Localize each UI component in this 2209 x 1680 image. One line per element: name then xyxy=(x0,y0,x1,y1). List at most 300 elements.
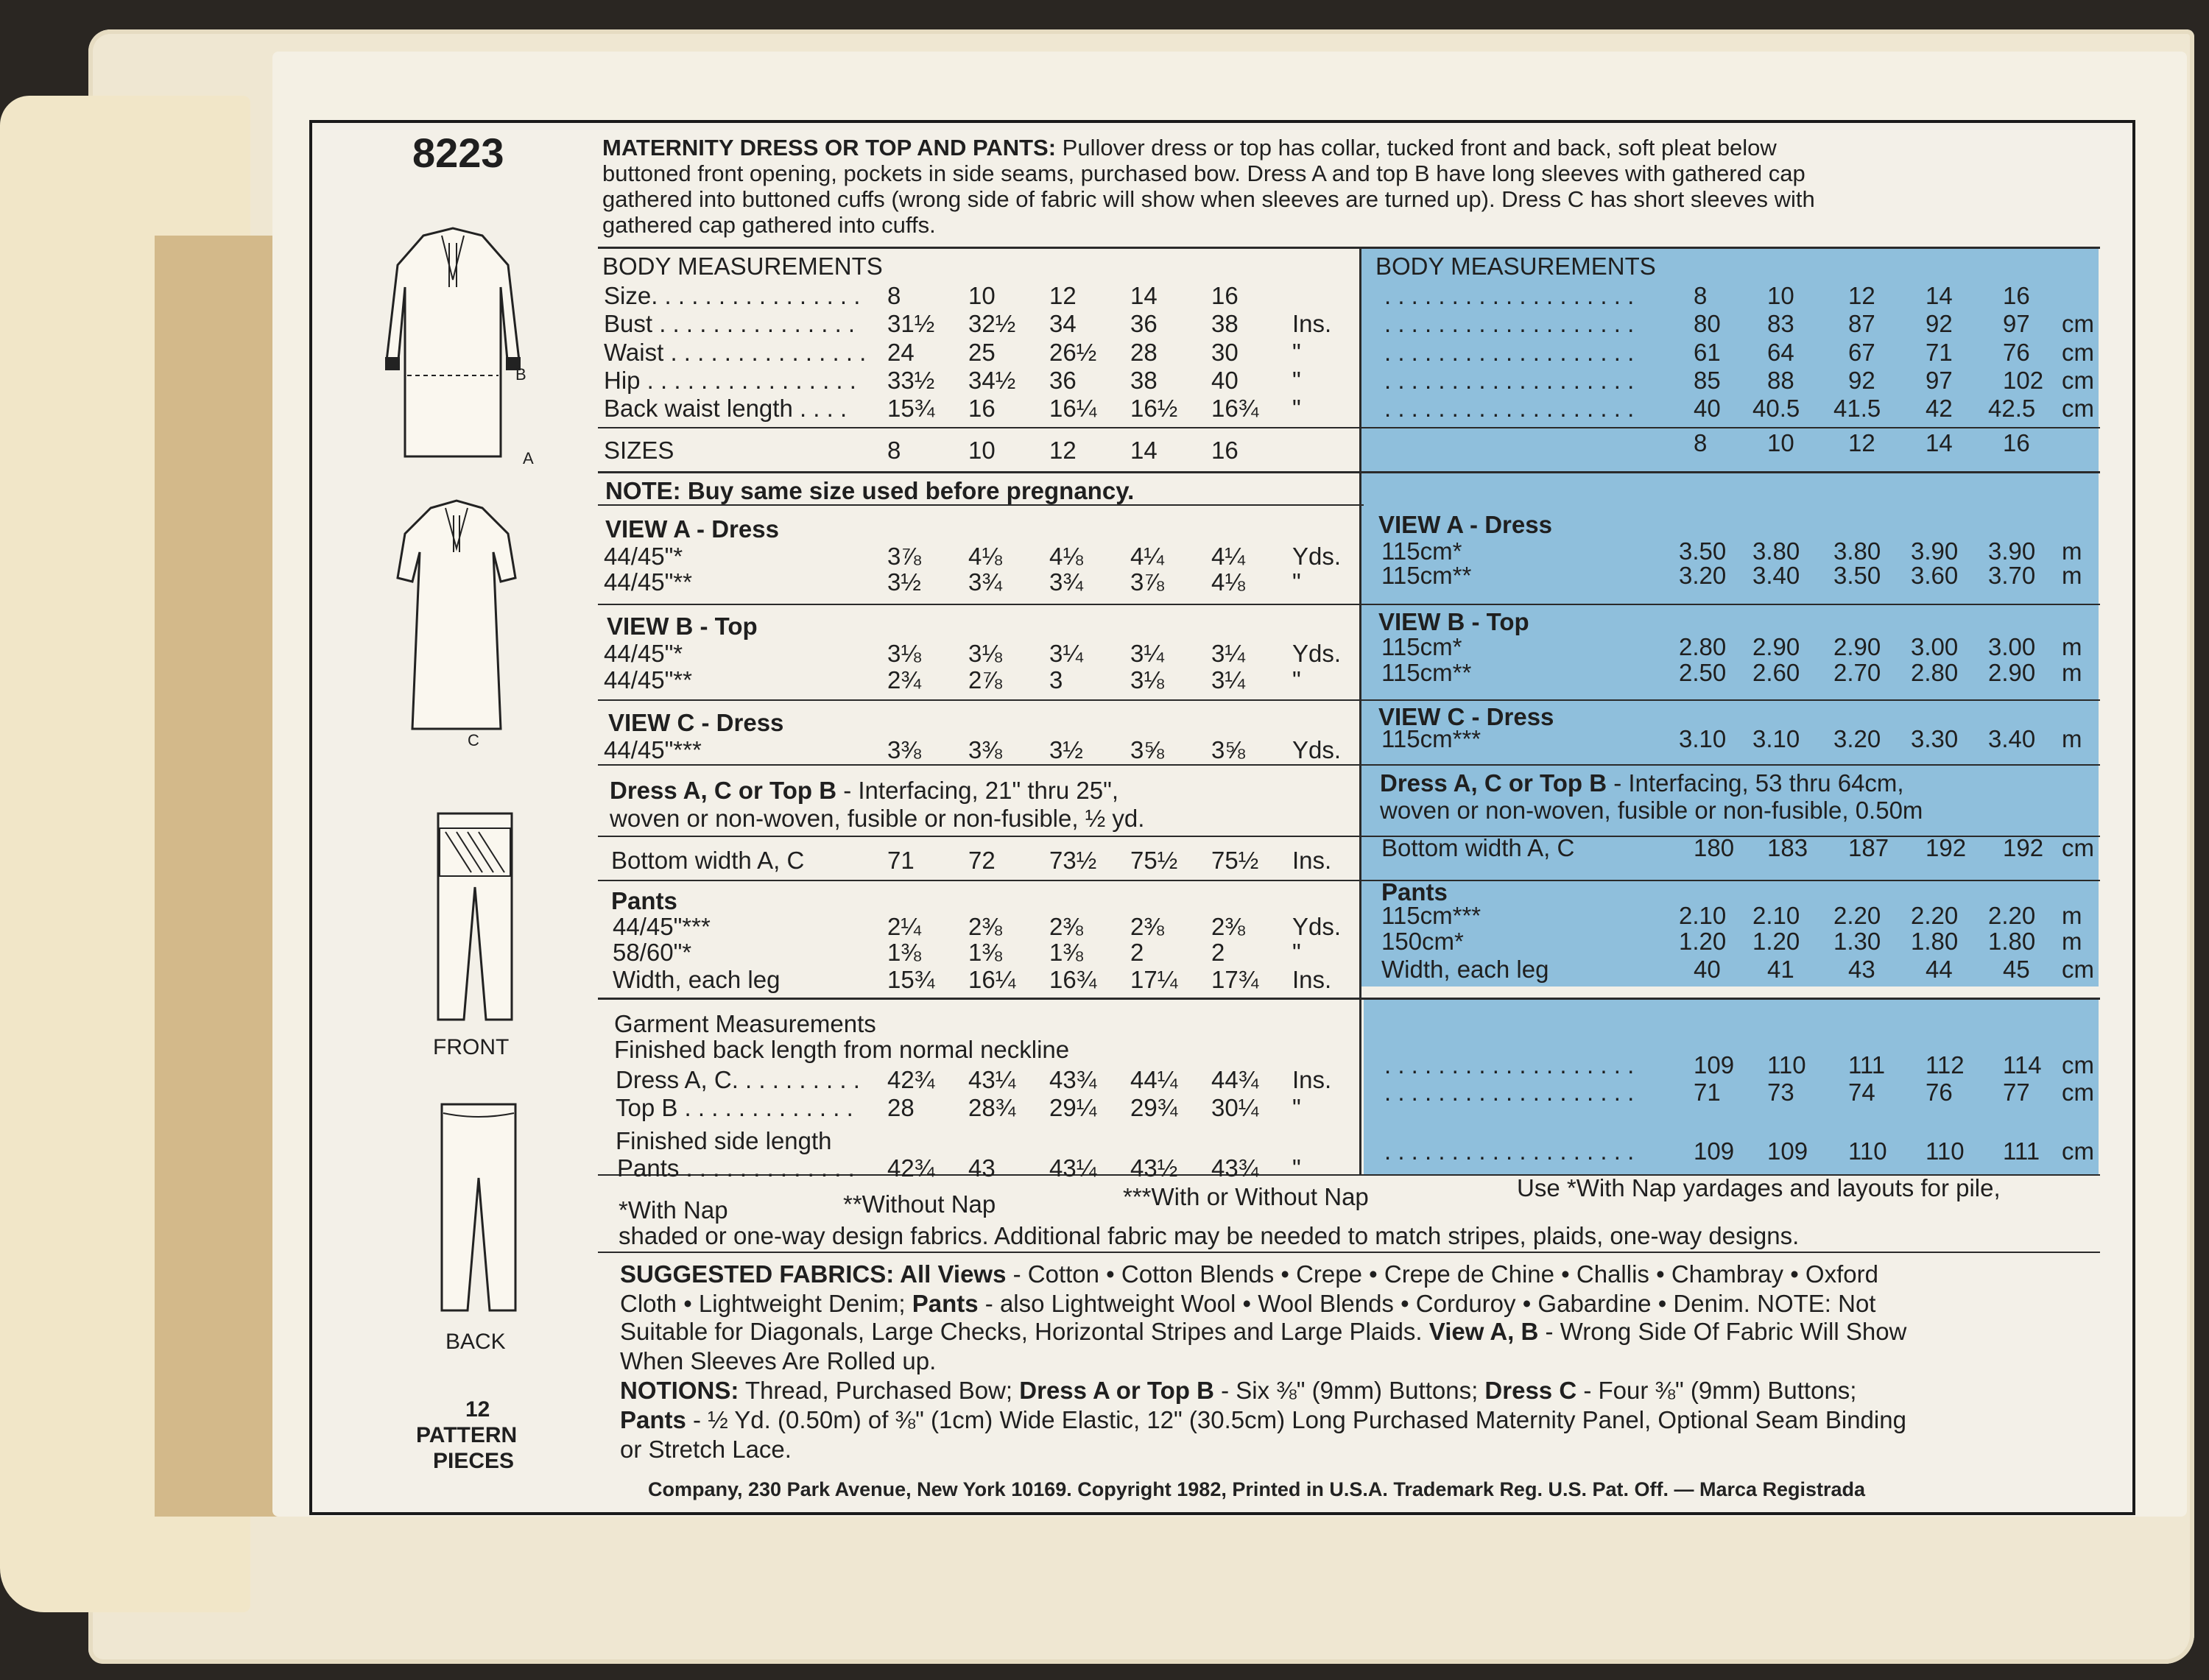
fabrics-line1 xyxy=(620,1260,1878,1288)
metric-value: 88 xyxy=(1767,367,1794,394)
metric-unit: m xyxy=(2062,537,2082,565)
finished-side: Finished side length xyxy=(616,1127,832,1154)
metric-value: 2.50 xyxy=(1679,659,1727,686)
metric-unit: m xyxy=(2062,562,2082,589)
dress-c-illustration xyxy=(383,493,530,736)
finished-back: Finished back length from normal neckline xyxy=(614,1036,1070,1063)
rule xyxy=(598,699,2100,701)
pieces-label2: PIECES xyxy=(433,1449,515,1473)
imperial-value: 16¼ xyxy=(968,966,1016,993)
imperial-unit: " xyxy=(1292,1154,1301,1182)
imperial-value: 3⅞ xyxy=(887,543,921,570)
imperial-value: 3½ xyxy=(887,568,921,596)
fabrics-line3 xyxy=(620,1318,1906,1346)
imperial-value: 75½ xyxy=(1211,847,1259,874)
description-line4: gathered cap gathered into cuffs. xyxy=(602,212,936,238)
metric-value: 110 xyxy=(1926,1137,1965,1165)
imperial-pants-title: Pants xyxy=(611,887,677,914)
metric-row-label: Bottom width A, C xyxy=(1381,834,1575,861)
metric-row-label: 115cm*** xyxy=(1381,902,1482,929)
imperial-value: 3⅜ xyxy=(887,736,921,763)
metric-value: 14 xyxy=(1926,282,1953,309)
description-line2: buttoned front opening, pockets in side seams, purchased bow. Dress A and top B have long sleeves with gathered cap xyxy=(602,160,1805,186)
metric-value: 3.30 xyxy=(1911,725,1959,752)
metric-dot-leader: . . . . . . . . . . . . . . . . . . . xyxy=(1384,1051,1635,1079)
metric-row-label: 115cm* xyxy=(1381,633,1462,660)
imperial-size: 10 xyxy=(968,437,996,464)
metric-row-label: Width, each leg xyxy=(1381,956,1549,983)
metric-value: 192 xyxy=(2003,834,2044,861)
metric-unit: m xyxy=(2062,928,2082,955)
notions-text1c: - Six ⅜" (9mm) Buttons; xyxy=(1221,1377,1479,1404)
imperial-value: 3½ xyxy=(1049,736,1083,763)
metric-value: 71 xyxy=(1694,1079,1721,1106)
imperial-value: 31½ xyxy=(887,310,935,337)
imperial-unit: Yds. xyxy=(1292,640,1342,667)
metric-dot-leader: . . . . . . . . . . . . . . . . . . . xyxy=(1384,310,1635,337)
footer-copyright: Company, 230 Park Avenue, New York 10169. Copyright 1982, Printed in U.S.A. Trademark Reg. U.S. Pat. Off. — Marca Registrada xyxy=(648,1478,1866,1500)
imperial-value: 2⅜ xyxy=(1211,913,1245,940)
metric-unit: cm xyxy=(2062,339,2094,366)
imperial-value: 24 xyxy=(887,339,915,366)
imperial-unit: " xyxy=(1292,939,1301,966)
imperial-body-heading: BODY MEASUREMENTS xyxy=(602,253,883,280)
metric-value: 183 xyxy=(1767,834,1808,861)
metric-value: 3.80 xyxy=(1833,537,1881,565)
garment-heading: Garment Measurements xyxy=(614,1010,876,1037)
imperial-row-label: 44/45"* xyxy=(604,640,683,667)
footnote-line2: shaded or one-way design fabrics. Additional fabric may be needed to match stripes, plaids, one-way designs. xyxy=(619,1222,1800,1249)
metric-value: 64 xyxy=(1767,339,1794,366)
imperial-row-label: Hip . . . . . . . . . . . . . . . . xyxy=(604,367,856,394)
metric-value: 77 xyxy=(2003,1079,2030,1106)
imperial-value: 3¼ xyxy=(1211,666,1245,693)
metric-unit: cm xyxy=(2062,834,2094,861)
metric-value: 2.80 xyxy=(1679,633,1727,660)
imperial-unit: Ins. xyxy=(1292,847,1332,874)
metric-value: 109 xyxy=(1767,1137,1808,1165)
metric-unit: cm xyxy=(2062,367,2094,394)
metric-value: 16 xyxy=(2003,282,2030,309)
imperial-value: 3¼ xyxy=(1049,640,1083,667)
pieces-count: 12 xyxy=(465,1397,490,1422)
imperial-unit: " xyxy=(1292,395,1301,422)
column-divider xyxy=(1359,247,1361,1174)
metric-value: 61 xyxy=(1694,339,1721,366)
metric-value: 3.40 xyxy=(1752,562,1800,589)
metric-value: 3.60 xyxy=(1911,562,1959,589)
imperial-value: 26½ xyxy=(1049,339,1097,366)
fabrics-text2a: Cloth • Lightweight Denim; xyxy=(620,1290,906,1317)
imperial-value: 16 xyxy=(968,395,996,422)
metric-value: 41.5 xyxy=(1833,395,1881,422)
pants-back-illustration xyxy=(434,1097,523,1318)
imperial-value: 4⅛ xyxy=(968,543,1002,570)
metric-row-label: 115cm*** xyxy=(1381,725,1482,752)
imperial-value: 3⅝ xyxy=(1211,736,1245,763)
fabrics-text1: - Cotton • Cotton Blends • Crepe • Crepe de Chine • Challis • Chambray • Oxford xyxy=(1012,1260,1878,1288)
metric-dot-leader: . . . . . . . . . . . . . . . . . . . xyxy=(1384,367,1635,394)
metric-dot-leader: . . . . . . . . . . . . . . . . . . . xyxy=(1384,339,1635,366)
metric-value: 109 xyxy=(1694,1137,1735,1165)
metric-value: 40.5 xyxy=(1752,395,1800,422)
imperial-value: 44¾ xyxy=(1211,1066,1259,1093)
imperial-value: 3¼ xyxy=(1211,640,1245,667)
imperial-value: 16 xyxy=(1211,282,1239,309)
imperial-value: 30¼ xyxy=(1211,1094,1259,1121)
imperial-note: NOTE: Buy same size used before pregnancy. xyxy=(605,477,1135,504)
imperial-row-label: Size. . . . . . . . . . . . . . . . xyxy=(604,282,861,309)
metric-interfacing-line2: woven or non-woven, fusible or non-fusible, 0.50m xyxy=(1380,797,1923,824)
imperial-size: 12 xyxy=(1049,437,1077,464)
metric-unit: cm xyxy=(2062,395,2094,422)
imperial-value: 1⅜ xyxy=(887,939,921,966)
metric-value: 3.40 xyxy=(1988,725,2036,752)
imperial-value: 43¼ xyxy=(968,1066,1016,1093)
metric-value: 2.90 xyxy=(1988,659,2036,686)
metric-value: 3.90 xyxy=(1911,537,1959,565)
metric-value: 97 xyxy=(1926,367,1953,394)
metric-unit: cm xyxy=(2062,1051,2094,1079)
imperial-row-label: 58/60"* xyxy=(613,939,692,966)
notions-heading: NOTIONS: xyxy=(620,1377,739,1404)
metric-value: 3.00 xyxy=(1988,633,2036,660)
metric-view-c-title: VIEW C - Dress xyxy=(1378,703,1554,730)
imperial-view-c-title: VIEW C - Dress xyxy=(608,709,784,736)
imperial-row-label: Top B . . . . . . . . . . . . . xyxy=(616,1094,853,1121)
imperial-unit: " xyxy=(1292,568,1301,596)
metric-value: 2.70 xyxy=(1833,659,1881,686)
view-c-label: C xyxy=(468,731,479,749)
imperial-value: 43 xyxy=(968,1154,996,1182)
metric-value: 1.80 xyxy=(1911,928,1959,955)
imperial-value: 16¼ xyxy=(1049,395,1097,422)
imperial-value: 2⅜ xyxy=(1049,913,1083,940)
imperial-value: 29¾ xyxy=(1130,1094,1178,1121)
description-line3: gathered into buttoned cuffs (wrong side of fabric will show when sleeves are turned up). Dress C has short sleeves with xyxy=(602,186,1815,212)
metric-dot-leader: . . . . . . . . . . . . . . . . . . . xyxy=(1384,1079,1635,1106)
imperial-value: 36 xyxy=(1049,367,1077,394)
metric-value: 40 xyxy=(1694,395,1721,422)
metric-value: 42.5 xyxy=(1988,395,2036,422)
metric-value: 3.80 xyxy=(1752,537,1800,565)
imperial-value: 34 xyxy=(1049,310,1077,337)
imperial-unit: Ins. xyxy=(1292,1066,1332,1093)
notions-line3: or Stretch Lace. xyxy=(620,1436,792,1463)
imperial-value: 14 xyxy=(1130,282,1158,309)
imperial-value: 36 xyxy=(1130,310,1158,337)
imperial-value: 4⅛ xyxy=(1049,543,1083,570)
imperial-value: 42¾ xyxy=(887,1154,935,1182)
metric-value: 114 xyxy=(2003,1051,2042,1079)
rule xyxy=(598,880,2100,881)
metric-value: 110 xyxy=(1767,1051,1806,1079)
metric-value: 192 xyxy=(1926,834,1967,861)
imperial-value: 12 xyxy=(1049,282,1077,309)
metric-row-label: 115cm** xyxy=(1381,659,1472,686)
metric-value: 3.00 xyxy=(1911,633,1959,660)
metric-value: 3.70 xyxy=(1988,562,2036,589)
metric-value: 3.10 xyxy=(1752,725,1800,752)
metric-value: 3.50 xyxy=(1679,537,1727,565)
imperial-value: 3¼ xyxy=(1130,640,1164,667)
rule xyxy=(598,1252,2100,1253)
metric-size: 16 xyxy=(2003,429,2030,456)
metric-value: 73 xyxy=(1767,1079,1794,1106)
rule xyxy=(598,764,2100,766)
imperial-row-label: Back waist length . . . . xyxy=(604,395,848,422)
metric-unit: cm xyxy=(2062,1137,2094,1165)
imperial-row-label: 44/45"** xyxy=(604,568,692,596)
imperial-size: 14 xyxy=(1130,437,1158,464)
metric-value: 2.20 xyxy=(1988,902,2036,929)
fabrics-text3a: Suitable for Diagonals, Large Checks, Horizontal Stripes and Large Plaids. xyxy=(620,1318,1423,1345)
imperial-value: 43¾ xyxy=(1049,1066,1097,1093)
pattern-number: 8223 xyxy=(412,130,504,176)
metric-unit: m xyxy=(2062,725,2082,752)
imperial-value: 32½ xyxy=(968,310,1016,337)
metric-row-label: 115cm** xyxy=(1381,562,1472,589)
imperial-value: 2¼ xyxy=(887,913,921,940)
metric-row-label: 115cm* xyxy=(1381,537,1462,565)
imperial-value: 2⅞ xyxy=(968,666,1002,693)
metric-value: 8 xyxy=(1694,282,1708,309)
metric-value: 85 xyxy=(1694,367,1721,394)
imperial-value: 15¾ xyxy=(887,395,935,422)
imperial-unit: Ins. xyxy=(1292,966,1332,993)
imperial-value: 75½ xyxy=(1130,847,1178,874)
imperial-value: 28 xyxy=(887,1094,915,1121)
imperial-value: 33½ xyxy=(887,367,935,394)
metric-interfacing xyxy=(1380,769,1904,797)
imperial-value: 4¼ xyxy=(1211,543,1245,570)
imperial-value: 4¼ xyxy=(1130,543,1164,570)
metric-unit: m xyxy=(2062,659,2082,686)
metric-value: 3.50 xyxy=(1833,562,1881,589)
notions-text2b: - ½ Yd. (0.50m) of ⅜" (1cm) Wide Elastic, 12" (30.5cm) Long Purchased Maternity Panel, Optional Seam Binding xyxy=(693,1406,1906,1433)
metric-row-label: 150cm* xyxy=(1381,928,1464,955)
metric-value: 2.80 xyxy=(1911,659,1959,686)
metric-value: 2.90 xyxy=(1752,633,1800,660)
metric-unit: cm xyxy=(2062,956,2094,983)
rule xyxy=(598,604,2100,605)
rule xyxy=(598,427,2100,428)
imperial-value: 38 xyxy=(1211,310,1239,337)
imperial-value: 38 xyxy=(1130,367,1158,394)
metric-value: 1.20 xyxy=(1679,928,1727,955)
metric-value: 3.20 xyxy=(1679,562,1727,589)
metric-pants-title: Pants xyxy=(1381,878,1448,906)
metric-dot-leader: . . . . . . . . . . . . . . . . . . . xyxy=(1384,282,1635,309)
imperial-value: 3¾ xyxy=(1049,568,1083,596)
back-label: BACK xyxy=(445,1330,506,1354)
metric-value: 92 xyxy=(1848,367,1875,394)
imperial-value: 1⅜ xyxy=(1049,939,1083,966)
notions-line1 xyxy=(620,1377,1856,1405)
imperial-row-label: 44/45"*** xyxy=(604,736,702,763)
imperial-value: 3⅜ xyxy=(968,736,1002,763)
fabrics-text3b: View A, B xyxy=(1428,1318,1539,1345)
imperial-value: 10 xyxy=(968,282,996,309)
metric-value: 110 xyxy=(1848,1137,1887,1165)
front-label: FRONT xyxy=(433,1035,510,1059)
metric-value: 2.10 xyxy=(1752,902,1800,929)
metric-value: 92 xyxy=(1926,310,1953,337)
imperial-value: 25 xyxy=(968,339,996,366)
imperial-row-label: Dress A, C. . . . . . . . . . xyxy=(616,1066,860,1093)
metric-value: 87 xyxy=(1848,310,1875,337)
footnote-nap2: **Without Nap xyxy=(843,1190,996,1218)
metric-value: 67 xyxy=(1848,339,1875,366)
notions-text1d: Dress C xyxy=(1484,1377,1577,1404)
notions-line2 xyxy=(620,1406,1906,1434)
description xyxy=(602,136,1777,159)
metric-value: 2.20 xyxy=(1833,902,1881,929)
metric-view-b-title: VIEW B - Top xyxy=(1378,608,1529,635)
imperial-value: 2 xyxy=(1130,939,1144,966)
metric-size: 12 xyxy=(1848,429,1875,456)
metric-value: 3.90 xyxy=(1988,537,2036,565)
imperial-unit: Yds. xyxy=(1292,913,1342,940)
footnote-use: Use *With Nap yardages and layouts for pile, xyxy=(1517,1174,2001,1201)
imperial-interfacing-line2: woven or non-woven, fusible or non-fusible, ½ yd. xyxy=(610,805,1145,832)
notions-text1a: Thread, Purchased Bow; xyxy=(744,1377,1013,1404)
metric-value: 3.10 xyxy=(1679,725,1727,752)
imperial-view-b-title: VIEW B - Top xyxy=(607,613,758,640)
metric-size: 8 xyxy=(1694,429,1708,456)
notions-text2a: Pants xyxy=(620,1406,686,1433)
imperial-row-label: 44/45"** xyxy=(604,666,692,693)
metric-value: 2.60 xyxy=(1752,659,1800,686)
imperial-size: 16 xyxy=(1211,437,1239,464)
imperial-size: 8 xyxy=(887,437,901,464)
metric-value: 109 xyxy=(1694,1051,1735,1079)
imperial-row-label: Bottom width A, C xyxy=(611,847,805,874)
imperial-unit: " xyxy=(1292,1094,1301,1121)
metric-value: 1.80 xyxy=(1988,928,2036,955)
imperial-value: 3⅛ xyxy=(1130,666,1164,693)
metric-value: 1.30 xyxy=(1833,928,1881,955)
metric-dot-leader: . . . . . . . . . . . . . . . . . . . xyxy=(1384,1137,1635,1165)
imperial-unit: Yds. xyxy=(1292,736,1342,763)
imperial-value: 3⅝ xyxy=(1130,736,1164,763)
imperial-value: 17¼ xyxy=(1130,966,1178,993)
imperial-interfacing-title: Dress A, C or Top B xyxy=(610,777,837,804)
fabrics-line2 xyxy=(620,1290,1875,1318)
metric-value: 74 xyxy=(1848,1079,1875,1106)
imperial-value: 3¾ xyxy=(968,568,1002,596)
notions-text1b: Dress A or Top B xyxy=(1019,1377,1214,1404)
rule xyxy=(598,247,2100,249)
imperial-value: 16¾ xyxy=(1049,966,1097,993)
imperial-unit: " xyxy=(1292,367,1301,394)
description-heading: MATERNITY DRESS OR TOP AND PANTS: xyxy=(602,135,1057,160)
fabrics-text2b: Pants xyxy=(912,1290,979,1317)
metric-interfacing-line1: - Interfacing, 53 thru 64cm, xyxy=(1613,769,1904,797)
imperial-value: 28 xyxy=(1130,339,1158,366)
imperial-value: 3⅞ xyxy=(1130,568,1164,596)
fabrics-heading: SUGGESTED FABRICS: All Views xyxy=(620,1260,1007,1288)
metric-unit: cm xyxy=(2062,1079,2094,1106)
imperial-value: 15¾ xyxy=(887,966,935,993)
view-b-label: B xyxy=(515,365,526,384)
imperial-value: 28¾ xyxy=(968,1094,1016,1121)
imperial-value: 17¾ xyxy=(1211,966,1259,993)
pants-front-illustration xyxy=(431,806,519,1027)
metric-value: 76 xyxy=(2003,339,2030,366)
imperial-row-label: 44/45"*** xyxy=(613,913,711,940)
imperial-value: 3⅛ xyxy=(968,640,1002,667)
imperial-value: 29¼ xyxy=(1049,1094,1097,1121)
metric-unit: m xyxy=(2062,633,2082,660)
description-line1: Pullover dress or top has collar, tucked front and back, soft pleat below xyxy=(1062,135,1777,160)
metric-value: 80 xyxy=(1694,310,1721,337)
dress-a-b-illustration xyxy=(372,221,534,471)
metric-value: 111 xyxy=(1848,1051,1886,1079)
imperial-value: 43½ xyxy=(1130,1154,1178,1182)
imperial-unit: " xyxy=(1292,339,1301,366)
imperial-value: 2⅜ xyxy=(1130,913,1164,940)
metric-value: 3.20 xyxy=(1833,725,1881,752)
metric-value: 43 xyxy=(1848,956,1875,983)
metric-value: 180 xyxy=(1694,834,1735,861)
imperial-value: 71 xyxy=(887,847,915,874)
imperial-unit: Yds. xyxy=(1292,543,1342,570)
metric-unit: m xyxy=(2062,902,2082,929)
metric-value: 76 xyxy=(1926,1079,1953,1106)
metric-view-a-title: VIEW A - Dress xyxy=(1378,511,1552,538)
imperial-value: 73½ xyxy=(1049,847,1097,874)
footnote-nap1: *With Nap xyxy=(619,1196,728,1224)
metric-unit: cm xyxy=(2062,310,2094,337)
metric-size: 14 xyxy=(1926,429,1953,456)
imperial-sizes-label: SIZES xyxy=(604,437,674,464)
imperial-value: 44¼ xyxy=(1130,1066,1178,1093)
imperial-view-a-title: VIEW A - Dress xyxy=(605,515,779,543)
metric-value: 2.90 xyxy=(1833,633,1881,660)
footnote-nap3: ***With or Without Nap xyxy=(1123,1183,1369,1210)
metric-value: 112 xyxy=(1926,1051,1965,1079)
rule xyxy=(598,471,2100,473)
imperial-value: 2⅜ xyxy=(968,913,1002,940)
imperial-value: 30 xyxy=(1211,339,1239,366)
pieces-label1: PATTERN xyxy=(416,1423,518,1447)
metric-value: 102 xyxy=(2003,367,2044,394)
metric-value: 45 xyxy=(2003,956,2030,983)
imperial-row-label: Pants . . . . . . . . . . . . . xyxy=(617,1154,855,1182)
metric-interfacing-title: Dress A, C or Top B xyxy=(1380,769,1607,797)
metric-body-heading: BODY MEASUREMENTS xyxy=(1375,253,1656,280)
imperial-value: 4⅛ xyxy=(1211,568,1245,596)
imperial-value: 8 xyxy=(887,282,901,309)
imperial-value: 16½ xyxy=(1130,395,1178,422)
imperial-row-label: Waist . . . . . . . . . . . . . . . xyxy=(604,339,867,366)
metric-value: 1.20 xyxy=(1752,928,1800,955)
imperial-row-label: Bust . . . . . . . . . . . . . . . xyxy=(604,310,856,337)
imperial-value: 43¼ xyxy=(1049,1154,1097,1182)
metric-value: 10 xyxy=(1767,282,1794,309)
imperial-value: 2 xyxy=(1211,939,1225,966)
fabrics-line4: When Sleeves Are Rolled up. xyxy=(620,1347,937,1374)
imperial-value: 42¾ xyxy=(887,1066,935,1093)
view-a-label: A xyxy=(523,449,534,467)
metric-value: 44 xyxy=(1926,956,1953,983)
metric-value: 111 xyxy=(2003,1137,2040,1165)
metric-value: 187 xyxy=(1848,834,1889,861)
metric-value: 40 xyxy=(1694,956,1721,983)
imperial-value: 2¾ xyxy=(887,666,921,693)
imperial-unit: Ins. xyxy=(1292,310,1332,337)
